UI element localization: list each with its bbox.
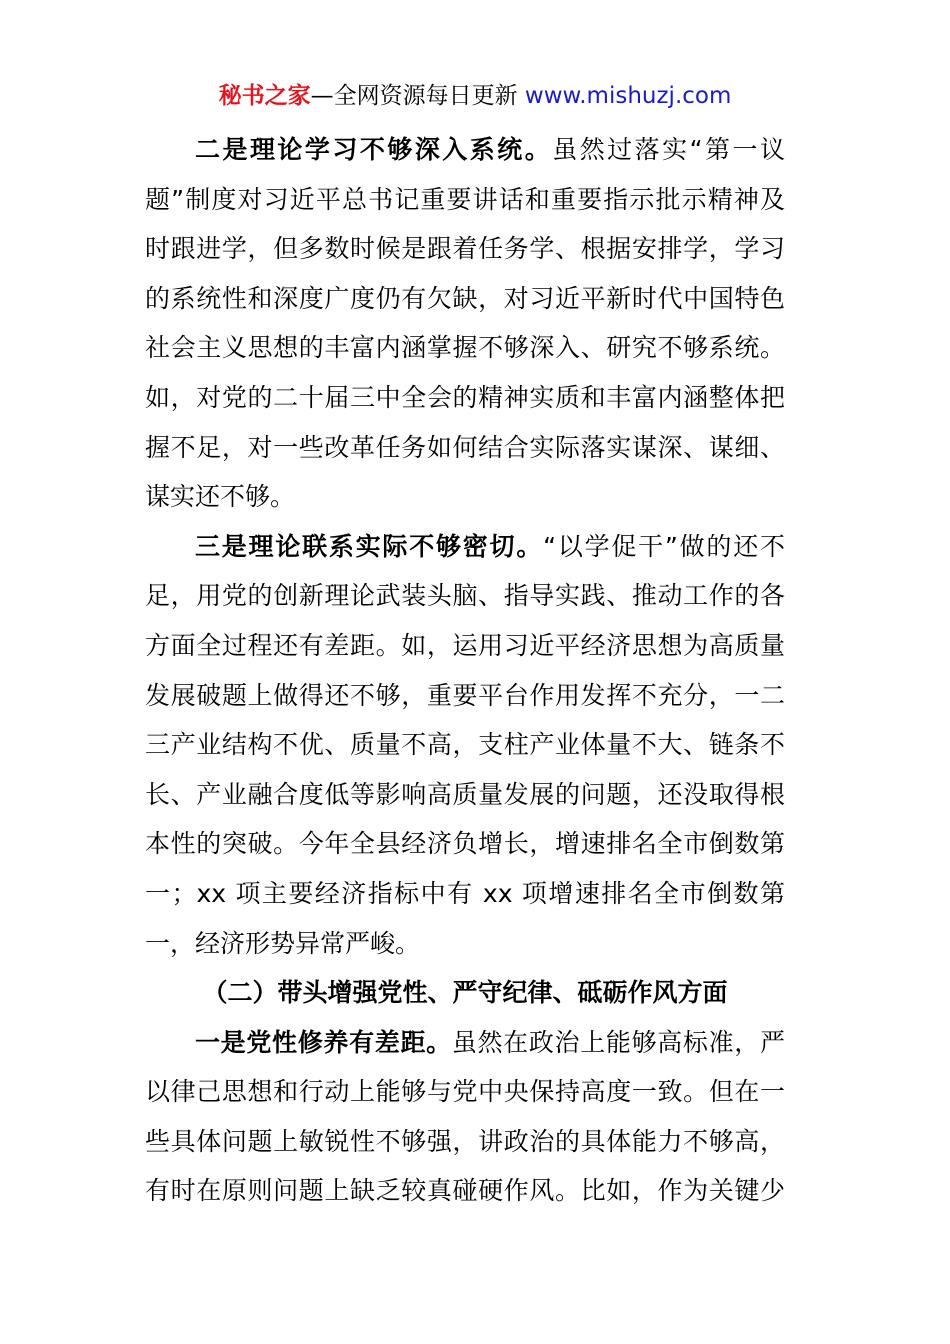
line-text: 长、产业融合度低等影响高质量发展的问题，还没取得根: [145, 779, 785, 809]
line-text: 足，用党的创新理论武装头脑、指导实践、推动工作的各: [145, 581, 785, 611]
paragraph-lead: 三是理论联系实际不够密切。: [195, 531, 544, 561]
site-url-link[interactable]: www.mishuzj.com: [524, 83, 732, 109]
line-text: “以学促干”做的还不: [543, 531, 785, 561]
paragraph-lead: 一是党性修养有差距。: [195, 1027, 452, 1057]
text-line: [145, 373, 785, 423]
text-line: [145, 274, 785, 324]
text-line: [145, 770, 785, 820]
line-text: 虽然在政治上能够高标准，严: [451, 1027, 785, 1057]
line-text: 的系统性和深度广度仍有欠缺，对习近平新时代中国特色: [145, 283, 785, 313]
text-line: [145, 720, 785, 770]
site-header: [0, 78, 950, 114]
line-text: 发展破题上做得还不够，重要平台作用发挥不充分，一二: [145, 680, 785, 710]
text-line: [145, 224, 785, 274]
line-text: 三产业结构不优、质量不高，支柱产业体量不大、链条不: [145, 730, 785, 760]
text-line: [145, 1018, 785, 1068]
text-line: [145, 571, 785, 621]
site-brand: 秘书之家: [218, 83, 311, 109]
text-line: [145, 423, 785, 473]
line-text: 时跟进学，但多数时候是跟着任务学、根据安排学，学习: [145, 234, 785, 264]
line-text: 如，对党的二十届三中全会的精神实质和丰富内涵整体把: [145, 382, 785, 412]
text-line: [145, 869, 785, 919]
text-line: [145, 1166, 785, 1216]
text-line: [145, 621, 785, 671]
section-heading-text: （二）带头增强党性、严守纪律、砥砺作风方面: [202, 978, 728, 1008]
line-text: 谋实还不够。: [145, 482, 296, 512]
line-text: 以律己思想和行动上能够与党中央保持高度一致。但在一: [145, 1077, 785, 1107]
text-line: [145, 175, 785, 225]
line-text: 题”制度对习近平总书记重要讲话和重要指示批示精神及: [145, 184, 785, 214]
text-line: [145, 819, 785, 869]
line-text: 社会主义思想的丰富内涵掌握不够深入、研究不够系统。: [145, 333, 785, 363]
line-text: 有时在原则问题上缺乏较真碰硬作风。比如，作为关键少: [145, 1176, 785, 1206]
text-line: [145, 125, 785, 175]
text-line: [145, 919, 785, 969]
text-line: [145, 323, 785, 373]
line-text: 一；xx 项主要经济指标中有 xx 项增速排名全市倒数第: [145, 878, 785, 908]
line-text: 本性的突破。今年全县经济负增长，增速排名全市倒数第: [145, 829, 785, 859]
document-body: [145, 125, 785, 1216]
line-text: 方面全过程还有差距。如，运用习近平经济思想为高质量: [145, 630, 785, 660]
text-line: [145, 671, 785, 721]
line-text: 一，经济形势异常严峻。: [145, 928, 421, 958]
section-heading: [145, 968, 785, 1018]
site-tagline: —全网资源每日更新: [310, 83, 525, 109]
line-text: 握不足，对一些改革任务如何结合实际落实谋深、谋细、: [145, 432, 785, 462]
paragraph-lead: 二是理论学习不够深入系统。: [195, 135, 553, 164]
text-line: [145, 522, 785, 572]
line-text: 些具体问题上敏锐性不够强，讲政治的具体能力不够高，: [145, 1126, 785, 1156]
line-text: 虽然过落实“第一议: [552, 135, 785, 164]
text-line: [145, 472, 785, 522]
text-line: [145, 1117, 785, 1167]
text-line: [145, 1067, 785, 1117]
